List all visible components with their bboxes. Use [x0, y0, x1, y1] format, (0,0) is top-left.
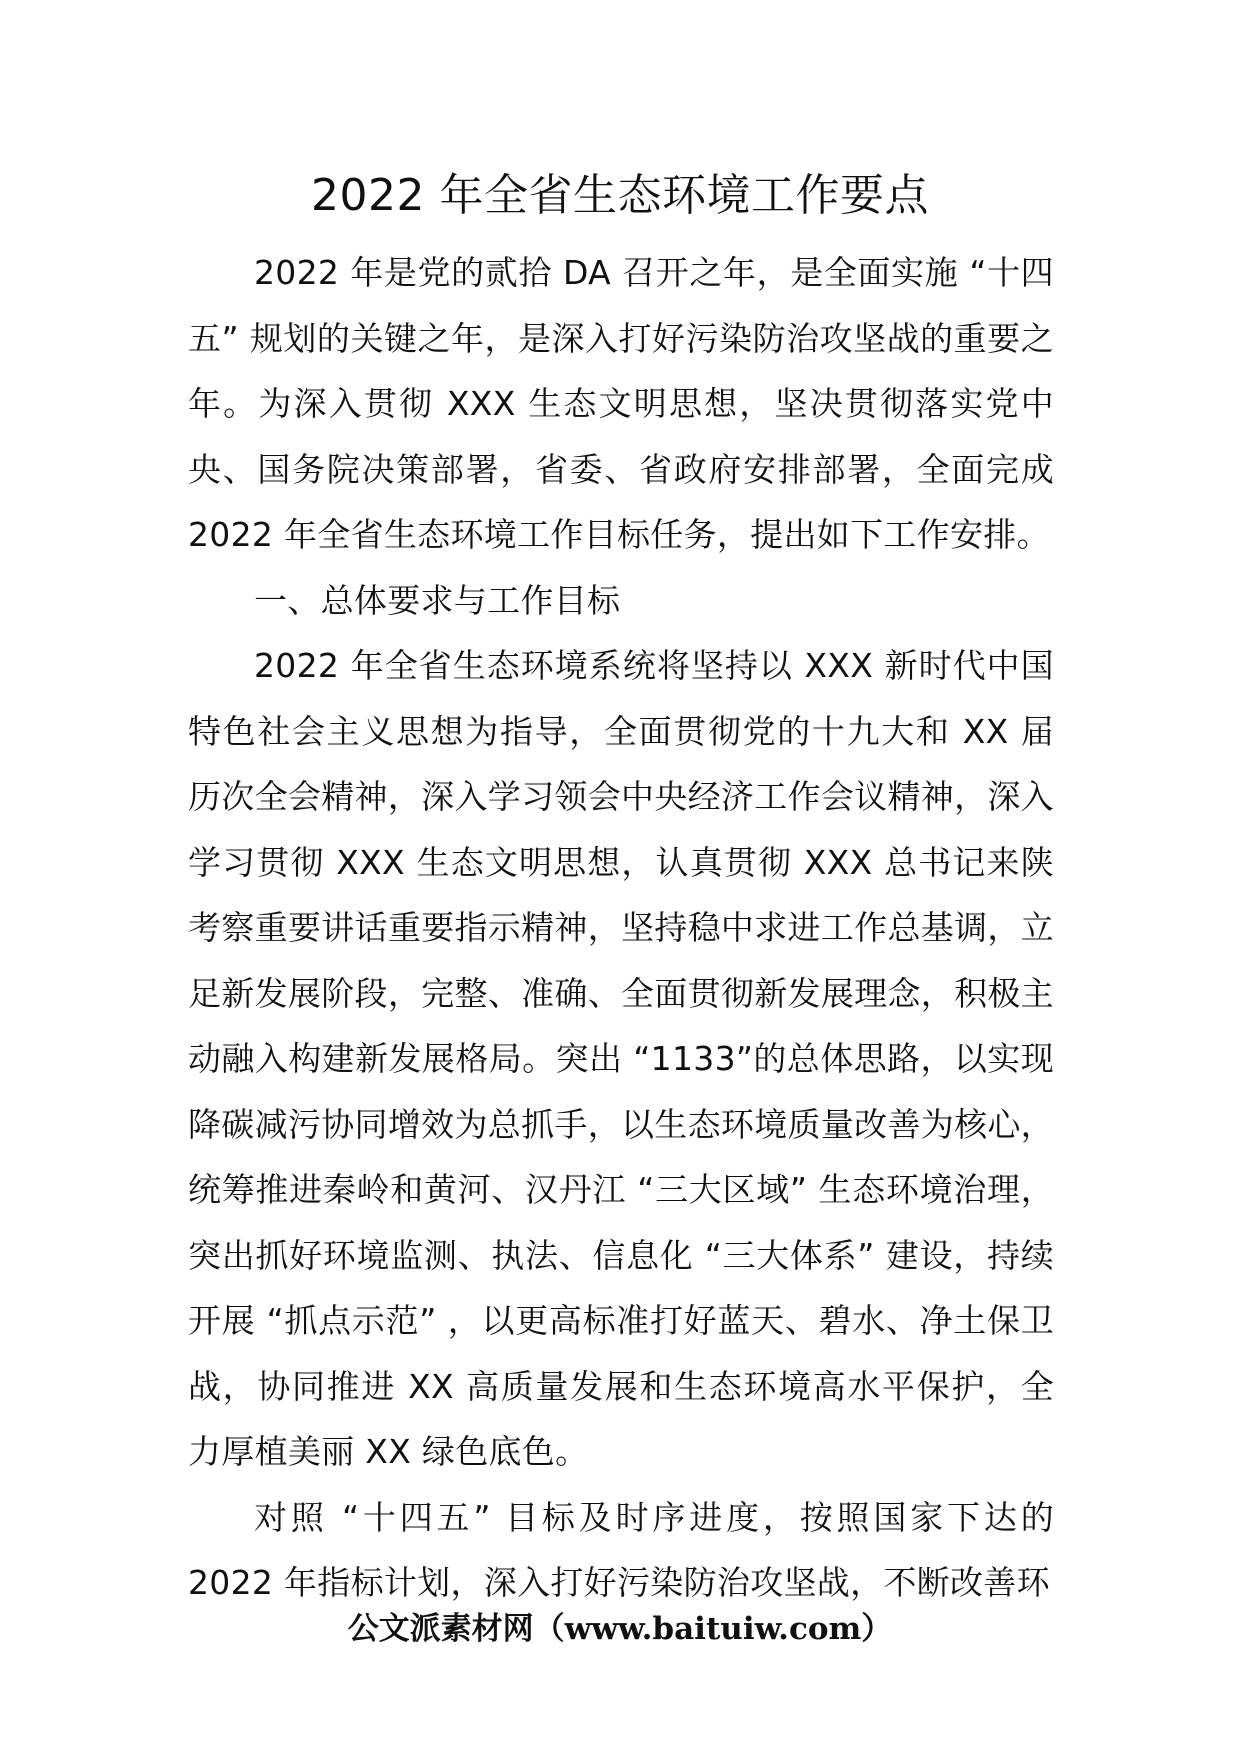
document-title: 2022 年全省生态环境工作要点 [311, 170, 929, 221]
document-body [188, 240, 1054, 1616]
section-heading: 一、总体要求与工作目标 [254, 580, 621, 620]
footer-watermark: 公文派素材网（www.baituiw.com） [347, 1611, 893, 1647]
paragraph-targets: 对照 “十四五” 目标及时序进度，按照国家下达的 2022 年指标计划，深入打好污染防治攻坚战，不断改善环 [188, 1497, 1054, 1602]
paragraph-intro: 2022 年是党的贰拾 DA 召开之年，是全面实施 “十四五” 规划的关键之年，是深入打好污染防治攻坚战的重要之年。为深入贯彻 XXX 生态文明思想，坚决贯彻落实党中央、国务院决策部署，省委、省政府安排部署，全面完成 2022 年全省生态环境工作目标任务，提出如下工作安排。 [188, 253, 1054, 554]
paragraph-overall-requirements: 2022 年全省生态环境系统将坚持以 XXX 新时代中国特色社会主义思想为指导，全面贯彻党的十九大和 XX 届历次全会精神，深入学习领会中央经济工作会议精神，深入学习贯彻 XXX 生态文明思想，认真贯彻 XXX 总书记来陕考察重要讲话重要指示精神，坚持稳中求进工作总基调，立足新发展阶段，完整、准确、全面贯彻新发展理念，积极主动融入构建新发展格局。突出 “1133”的总体思路，以实现降碳减污协同增效为总抓手，以生态环境质量改善为核心，统筹推进秦岭和黄河、汉丹江 “三大区域” 生态环境治理，突出抓好环境监测、执法、信息化 “三大体系” 建设，持续开展 “抓点示范” ，以更高标准打好蓝天、碧水、净土保卫战，协同推进 XX 高质量发展和生态环境高水平保护，全力厚植美丽 XX 绿色底色。 [188, 646, 1054, 1471]
